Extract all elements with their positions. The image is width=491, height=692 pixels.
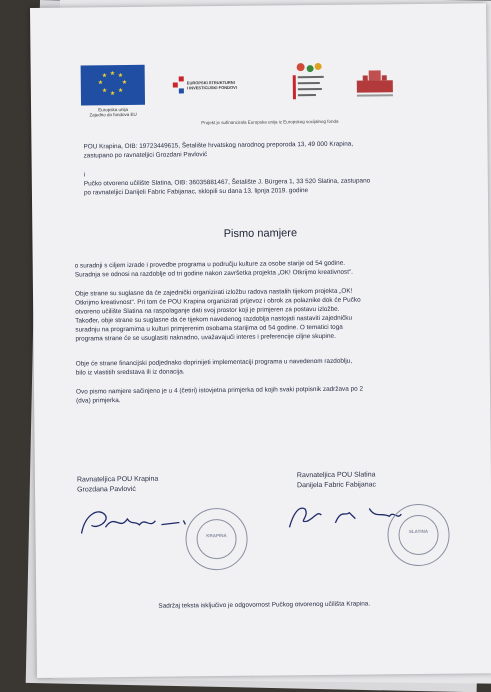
left-signature [75,502,195,539]
document-title: Pismo namjere [223,227,298,240]
left-signatory-role: Ravnateljica POU Krapina [76,475,159,484]
logo-strip [81,61,462,125]
right-signatory-name: Danijela Fabric Fabijanac [296,481,377,490]
left-signatory-name: Grozdana Pavlović [77,485,136,494]
party-2: Pučko otvoreno učilište Slatina, OIB: 36035881467, Šetalište J. Bürgera 1, 33 520 Slatina, zastupano [83,177,371,188]
footer-disclaimer: Sadržaj teksta isključivo je odgovornost Pučkog otvorenog učilišta Krapina. [158,600,371,610]
body-p2-line1: Obje strane su suglasne da će zajednički organizirati izložbu radova nastalih tijekom projekta „OK! [74,287,353,298]
body-p1-line1: o suradnji s ciljem izrade i provedbe programa u području kulture za osobe starije od 54 godine. [74,259,346,270]
stamp-krapina [185,508,248,571]
body-p1-line2: Suradnja se odnosi na razdoblje od tri godine nakon završetka projekta „OK! Otkrijmo kreativnost“. [74,268,353,279]
stamp-slatina [387,504,450,567]
sf-caption: EUROPSKI STRUKTURNI I INVESTICIJSKI FONDOVI [186,79,237,91]
body-p3-line1: Obje će strane financijski podjednako doprinijeti implementaciji programa u navedenom razdoblju, [75,357,353,368]
right-signatory-role: Ravnateljica POU Slatina [296,471,376,480]
document-page [30,3,491,678]
ok-project-logo [291,63,327,103]
eu-caption: Europska unija Zajedno do fondova EU [89,106,137,118]
eu-flag-logo: ★ ★ ★ ★ ★ ★ ★ ★ [81,65,145,106]
party-1: POU Krapina, OIB: 19723449615, Šetalište hrvatskog narodnog preporoda 13, 49 000 Krapina, [83,140,354,151]
funding-statement: Projekt je sufinancirala Europska unija iz Europskog socijalnog fonda [201,118,339,126]
body-p2-line6: programa strane će se usuglasiti naknadno, uvažavajući interes i preferencije ciljne skupine. [75,332,336,343]
conjunction: i [83,171,86,179]
body-p4-line1: Ovo pismo namjere sačinjeno je u 4 (četiri) istovjetna primjerka od kojih svaki potpisnik zadržava po 2 [75,385,364,396]
body-p3-line2: bilo iz vlastitih sredstava ili iz donacija. [75,368,185,377]
body-p2-line2: Otkrijmo kreativnost“. Pri tom će POU Krapina organizirati prijevoz i obrok za polaznike dok će Pučko [75,296,361,307]
body-p2-line5: suradnju na programima u kulturi primjerenim osobama starijima od 54 godine. O tematici toga [75,323,343,334]
structural-funds-logo [173,72,243,99]
stamp-slatina-label: SLATINA [408,528,429,535]
body-p4-line2: (dva) primjerka. [76,397,121,405]
body-p2-line4: Također, obje strane su suglasne da će tijekom navedenog razdoblja nastojati nastaviti zajedničku [75,314,353,325]
party-2-rep: po ravnateljici Danijeli Fabric Fabijanac, sklopili su dana 13. lipnja 2019. godine [83,187,309,197]
body-p2-line3: otvoreno učilište Slatina na raspolaganje dati svoj prostor koji je primjeren za postavu izložbe. [75,305,340,316]
party-1-rep: zastupano po ravnateljici Grozdani Pavlović [83,151,208,160]
stamp-krapina-label: KRAPINA [206,532,227,539]
krapina-logo [353,66,397,102]
